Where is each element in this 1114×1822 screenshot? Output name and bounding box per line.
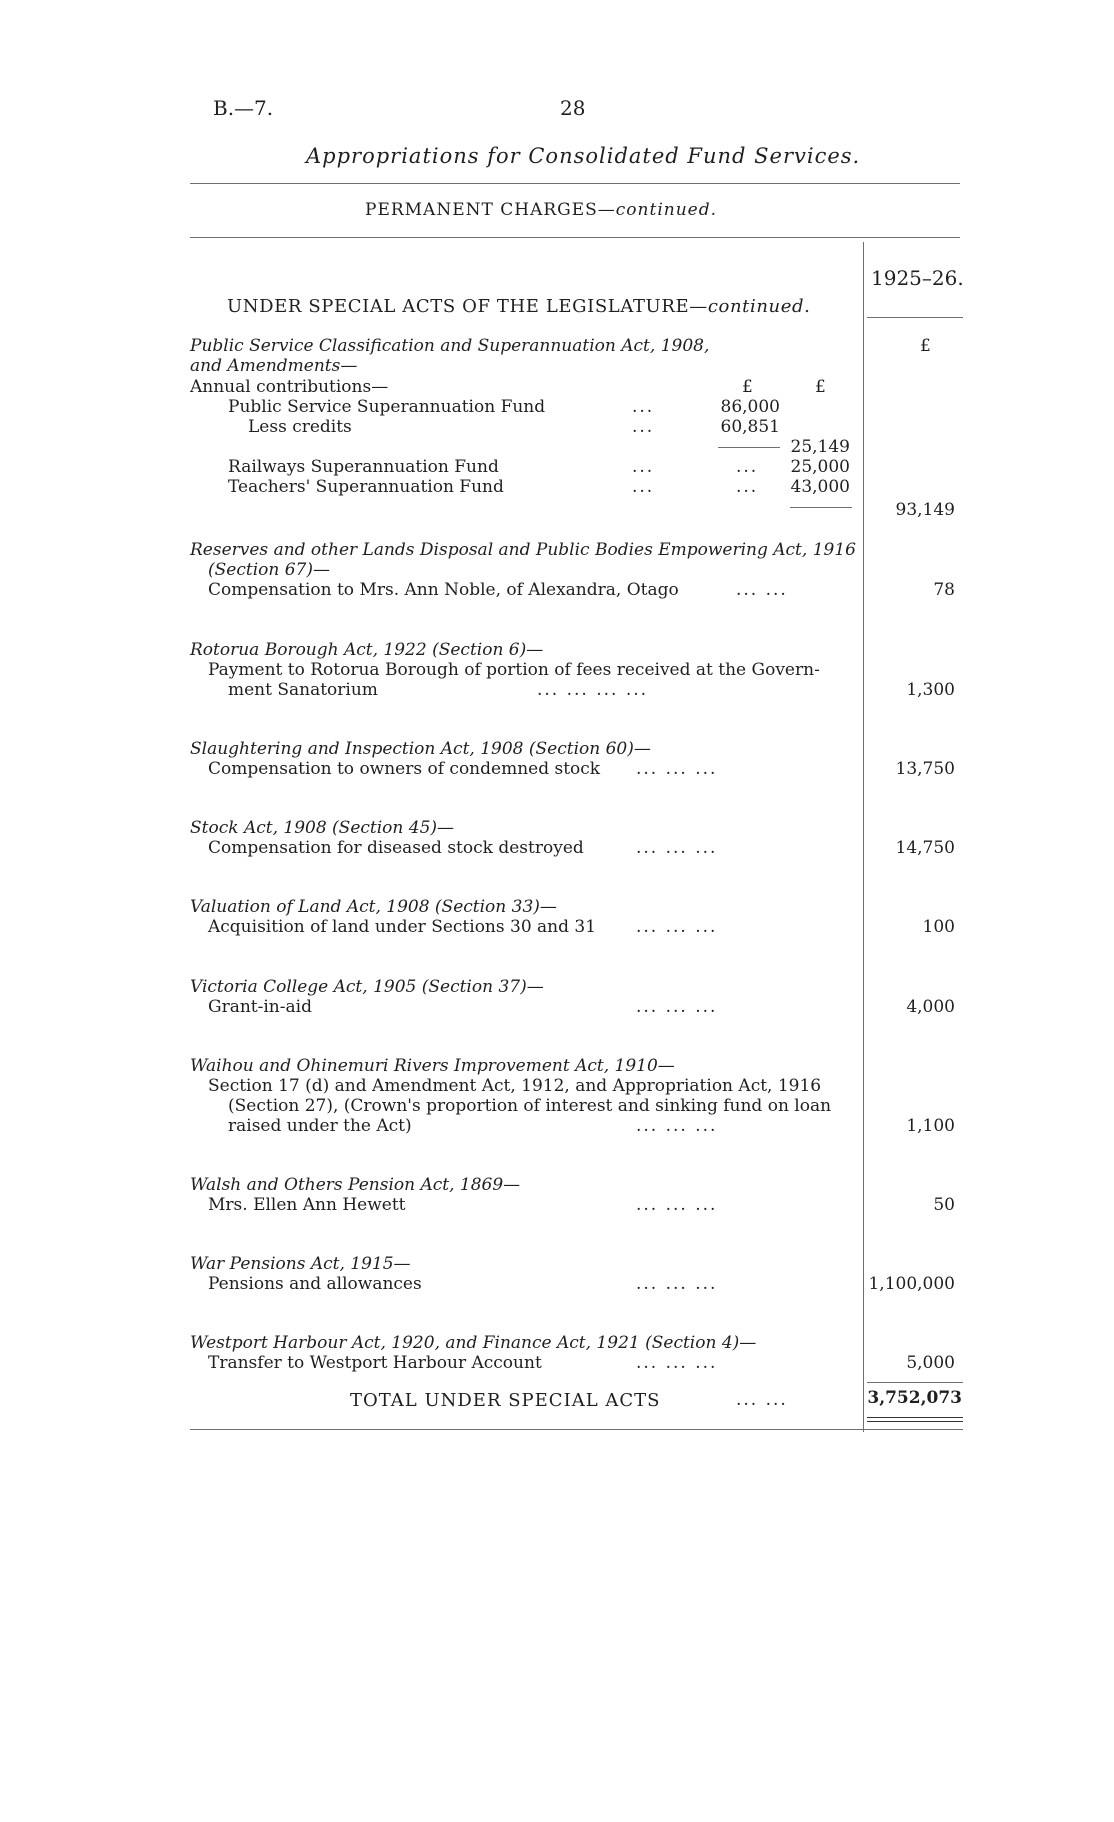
leader-dots: ...	[632, 477, 655, 497]
leader-dots: ...	[736, 457, 759, 477]
act-title-cont: and Amendments—	[190, 356, 358, 376]
currency-symbol: £	[815, 377, 826, 397]
item-description: Compensation for diseased stock destroyed	[208, 838, 584, 858]
teachers-label: Teachers' Superannuation Fund	[228, 477, 504, 497]
column-year: 1925–26.	[871, 266, 964, 290]
psf-label: Public Service Superannuation Fund	[228, 397, 546, 417]
railways-label: Railways Superannuation Fund	[228, 457, 499, 477]
total-rule-top	[867, 1382, 963, 1383]
act-title: Rotorua Borough Act, 1922 (Section 6)—	[190, 640, 544, 660]
leader-dots: ... ... ...	[636, 917, 718, 937]
bottom-rule	[190, 1429, 963, 1430]
item-amount: 78	[933, 580, 955, 600]
subtitle-continued: continued.	[615, 200, 717, 220]
act-title: War Pensions Act, 1915—	[190, 1254, 411, 1274]
leader-dots: ...	[632, 417, 655, 437]
leader-dots: ... ... ...	[636, 1195, 718, 1215]
act-title: Walsh and Others Pension Act, 1869—	[190, 1175, 521, 1195]
column-currency: £	[920, 336, 931, 356]
leader-dots: ... ... ...	[636, 759, 718, 779]
item-description: Grant-in-aid	[208, 997, 312, 1017]
act-title: Westport Harbour Act, 1920, and Finance Act, 1921 (Section 4)—	[190, 1333, 757, 1353]
act-title: Stock Act, 1908 (Section 45)—	[190, 818, 455, 838]
subtitle-rule	[190, 237, 960, 238]
leader-dots: ...	[736, 477, 759, 497]
section-heading-main: UNDER SPECIAL ACTS OF THE LEGISLATURE—	[227, 296, 708, 317]
currency-symbol: £	[742, 377, 753, 397]
item-amount: 5,000	[906, 1353, 955, 1373]
leader-dots: ... ... ...	[636, 1116, 718, 1136]
item-description-cont: (Section 27), (Crown's proportion of interest and sinking fund on loan	[228, 1096, 832, 1116]
leader-dots: ... ... ...	[636, 1274, 718, 1294]
act-title: Public Service Classification and Superannuation Act, 1908,	[190, 336, 710, 356]
section-heading	[227, 296, 810, 317]
item-amount: 1,300	[906, 680, 955, 700]
item-amount: 4,000	[906, 997, 955, 1017]
act-title: Reserves and other Lands Disposal and Public Bodies Empowering Act, 1916	[190, 540, 856, 560]
item-description: Transfer to Westport Harbour Account	[208, 1353, 542, 1373]
leader-dots: ... ...	[736, 580, 788, 600]
year-rule	[867, 317, 963, 318]
total-amount: 3,752,073	[867, 1388, 962, 1408]
document-reference: B.—7.	[213, 96, 274, 120]
total-double-rule	[867, 1417, 963, 1418]
item-description: Mrs. Ellen Ann Hewett	[208, 1195, 406, 1215]
act-title: Valuation of Land Act, 1908 (Section 33)—	[190, 897, 557, 917]
leader-dots: ...	[632, 457, 655, 477]
page-subtitle	[365, 200, 717, 220]
act-title-cont: (Section 67)—	[208, 560, 330, 580]
psc-total: 93,149	[895, 500, 955, 520]
railways-value: 25,000	[790, 457, 850, 477]
item-description: Compensation to Mrs. Ann Noble, of Alexandra, Otago	[208, 580, 679, 600]
item-description-cont: ment Sanatorium	[228, 680, 378, 700]
teachers-value: 43,000	[790, 477, 850, 497]
net-value: 25,149	[790, 437, 850, 457]
leader-dots: ...	[632, 397, 655, 417]
item-description-cont: raised under the Act)	[228, 1116, 412, 1136]
page-title: Appropriations for Consolidated Fund Services.	[306, 144, 861, 168]
item-amount: 14,750	[895, 838, 955, 858]
item-description: Section 17 (d) and Amendment Act, 1912, and Appropriation Act, 1916	[208, 1076, 822, 1096]
leader-dots: ... ...	[736, 1390, 788, 1410]
item-description: Compensation to owners of condemned stock	[208, 759, 601, 779]
item-description: Pensions and allowances	[208, 1274, 422, 1294]
leader-dots: ... ... ...	[636, 838, 718, 858]
item-amount: 1,100,000	[868, 1274, 955, 1294]
item-description: Acquisition of land under Sections 30 and 31	[208, 917, 597, 937]
act-title: Victoria College Act, 1905 (Section 37)—	[190, 977, 544, 997]
item-amount: 100	[922, 917, 955, 937]
annual-contributions-label: Annual contributions—	[190, 377, 389, 397]
psf-value: 86,000	[720, 397, 780, 417]
leader-dots: ... ... ... ...	[537, 680, 649, 700]
act-title: Waihou and Ohinemuri Rivers Improvement Act, 1910—	[190, 1056, 675, 1076]
amount-column-rule	[863, 242, 864, 1432]
total-label: TOTAL UNDER SPECIAL ACTS	[350, 1390, 661, 1411]
item-amount: 13,750	[895, 759, 955, 779]
less-credits-label: Less credits	[248, 417, 352, 437]
leader-dots: ... ... ...	[636, 1353, 718, 1373]
act-title: Slaughtering and Inspection Act, 1908 (Section 60)—	[190, 739, 651, 759]
less-credits-value: 60,851	[720, 417, 780, 437]
total-double-rule	[867, 1421, 963, 1422]
title-rule	[190, 183, 960, 184]
leader-dots: ... ... ...	[636, 997, 718, 1017]
page-number: 28	[560, 96, 586, 120]
item-amount: 1,100	[906, 1116, 955, 1136]
item-description: Payment to Rotorua Borough of portion of fees received at the Govern-	[208, 660, 820, 680]
subtitle-main: PERMANENT CHARGES—	[365, 200, 616, 220]
item-amount: 50	[933, 1195, 955, 1215]
section-heading-continued: continued.	[707, 296, 811, 317]
subtotal-rule	[790, 507, 852, 508]
